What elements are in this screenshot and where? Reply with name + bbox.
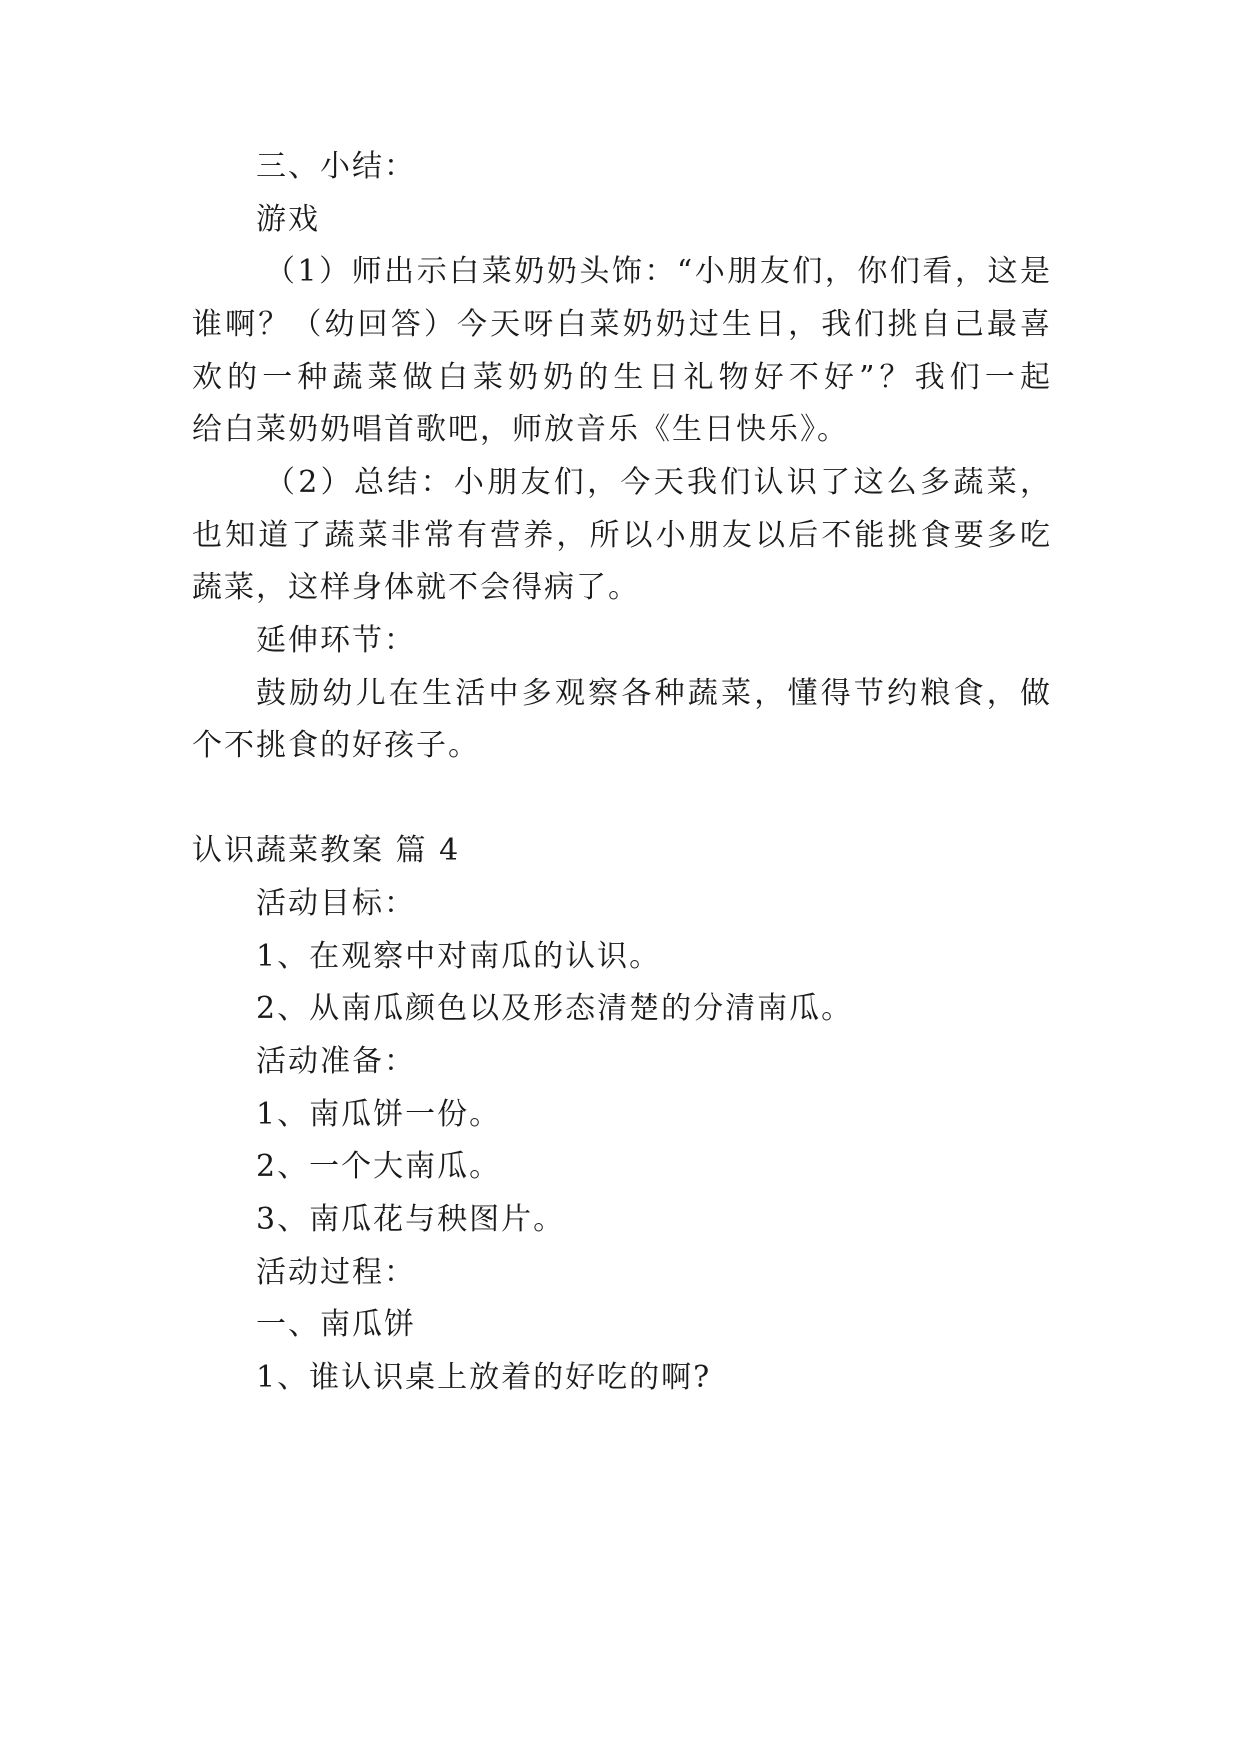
paragraph-line: 给白菜奶奶唱首歌吧，师放音乐《生日快乐》。 (192, 412, 849, 447)
process-step: 一、南瓜饼 (256, 1307, 416, 1342)
goal-item: 2、从南瓜颜色以及形态清楚的分清南瓜。 (256, 991, 854, 1026)
goals-heading: 活动目标： (256, 886, 416, 921)
goal-item: 1、在观察中对南瓜的认识。 (256, 939, 662, 974)
extension-heading: 延伸环节： (256, 623, 416, 658)
prep-item: 3、南瓜花与秧图片。 (256, 1202, 566, 1237)
paragraph-line: 欢的一种蔬菜做白菜奶奶的生日礼物好不好”？我们一起 (192, 360, 1052, 395)
prep-heading: 活动准备： (256, 1044, 416, 1079)
process-heading: 活动过程： (256, 1255, 416, 1290)
prep-item: 2、一个大南瓜。 (256, 1149, 502, 1184)
paragraph-line: 蔬菜，这样身体就不会得病了。 (192, 570, 640, 605)
process-question: 1、谁认识桌上放着的好吃的啊? (256, 1360, 712, 1395)
paragraph-line: （1）师出示白菜奶奶头饰：“小朋友们，你们看，这是 (265, 254, 1052, 289)
paragraph-line: 谁啊？（幼回答）今天呀白菜奶奶过生日，我们挑自己最喜 (192, 307, 1052, 342)
game-label: 游戏 (256, 202, 320, 237)
lesson-title: 认识蔬菜教案 篇 4 (192, 833, 461, 868)
paragraph-line: 鼓励幼儿在生活中多观察各种蔬菜，懂得节约粮食，做 (256, 676, 1052, 711)
prep-item: 1、南瓜饼一份。 (256, 1097, 502, 1132)
paragraph-line: 也知道了蔬菜非常有营养，所以小朋友以后不能挑食要多吃 (192, 518, 1052, 553)
section-heading-summary: 三、小结： (256, 149, 416, 184)
paragraph-line: 个不挑食的好孩子。 (192, 728, 480, 763)
paragraph-line: （2）总结：小朋友们，今天我们认识了这么多蔬菜， (265, 465, 1052, 500)
